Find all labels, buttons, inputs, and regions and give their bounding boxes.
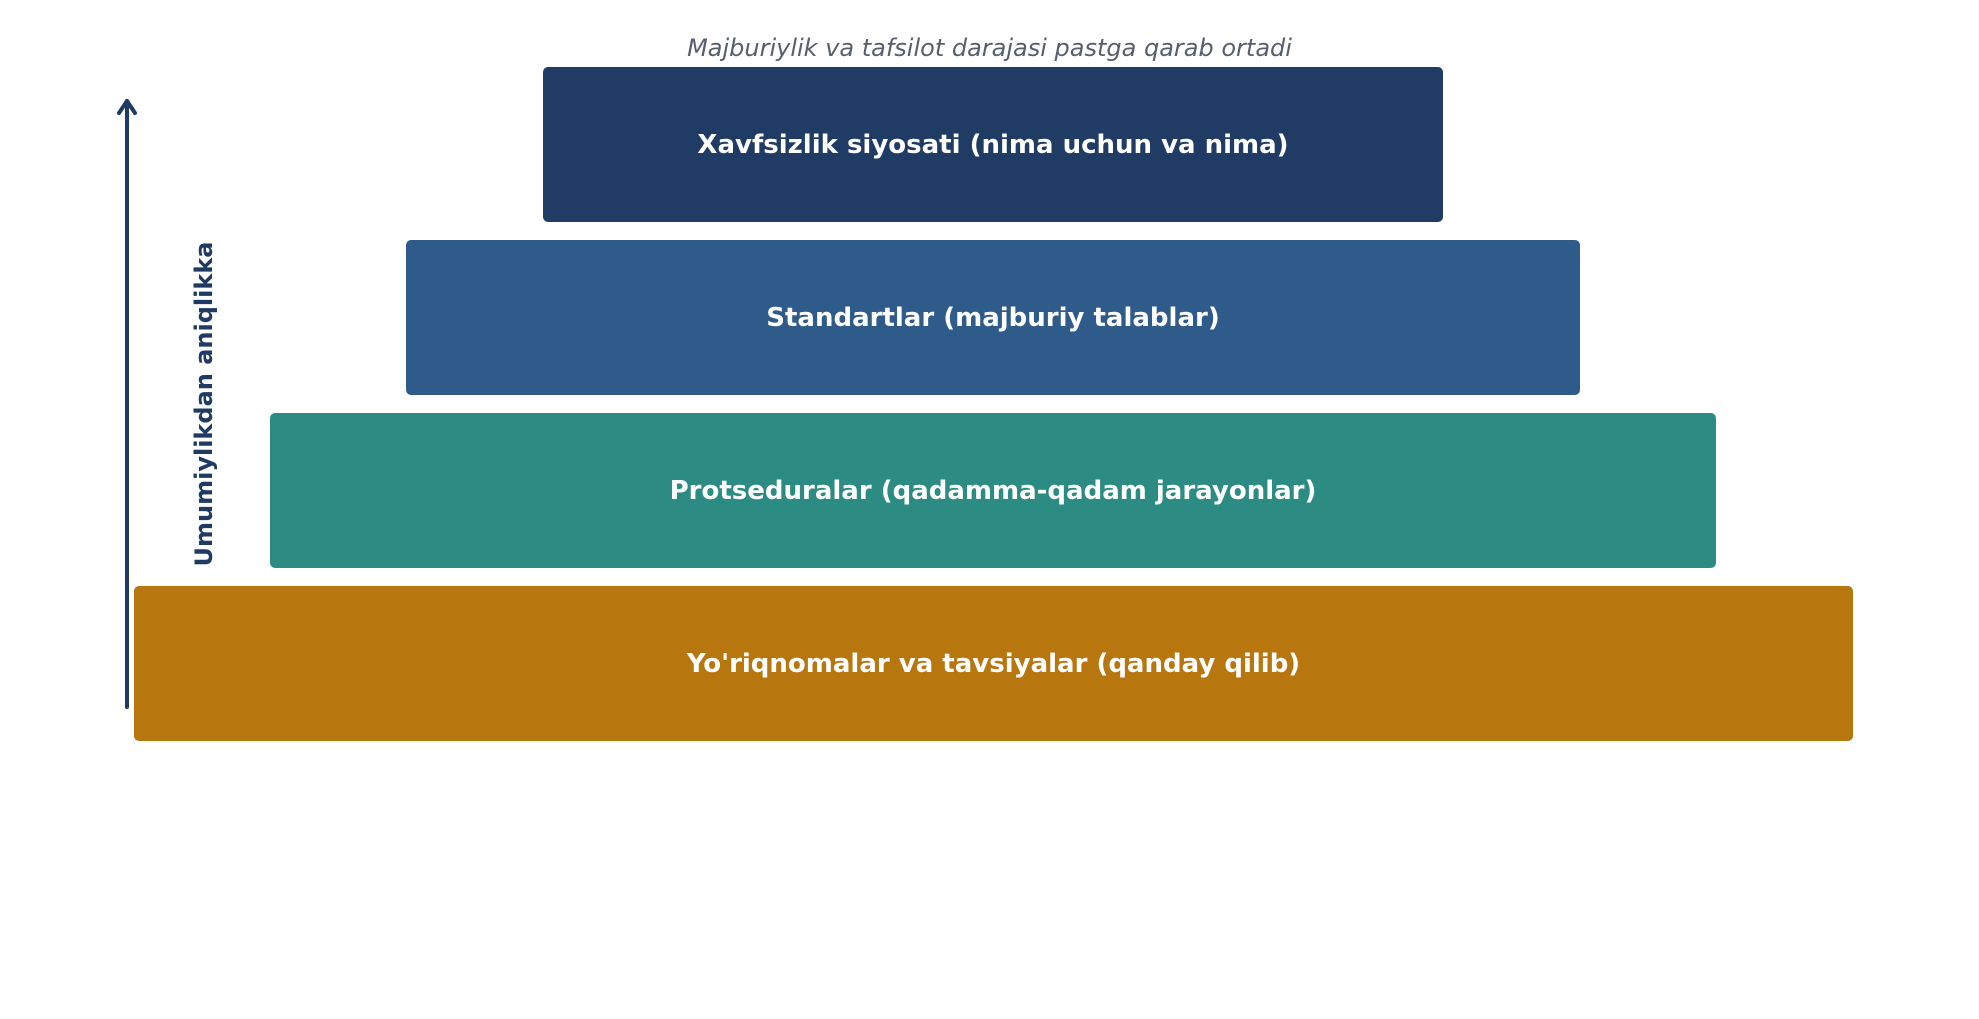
tier-guidelines: [134, 586, 1853, 741]
tier-label: Xavfsizlik siyosati (nima uchun va nima): [697, 129, 1289, 160]
tier-standards: [406, 240, 1580, 395]
tier-label: Protseduralar (qadamma-qadam jarayonlar): [669, 475, 1317, 506]
tier-label: Standartlar (majburiy talablar): [766, 302, 1220, 333]
diagram-caption: Majburiylik va tafsilot darajasi pastga qarab ortadi: [687, 34, 1292, 62]
tier-policy: [543, 67, 1443, 222]
tier-label: Yo'riqnomalar va tavsiyalar (qanday qilib): [686, 648, 1301, 679]
tier-procedures: [270, 413, 1716, 568]
axis-label: Umumiylikdan aniqlikka: [190, 241, 218, 567]
